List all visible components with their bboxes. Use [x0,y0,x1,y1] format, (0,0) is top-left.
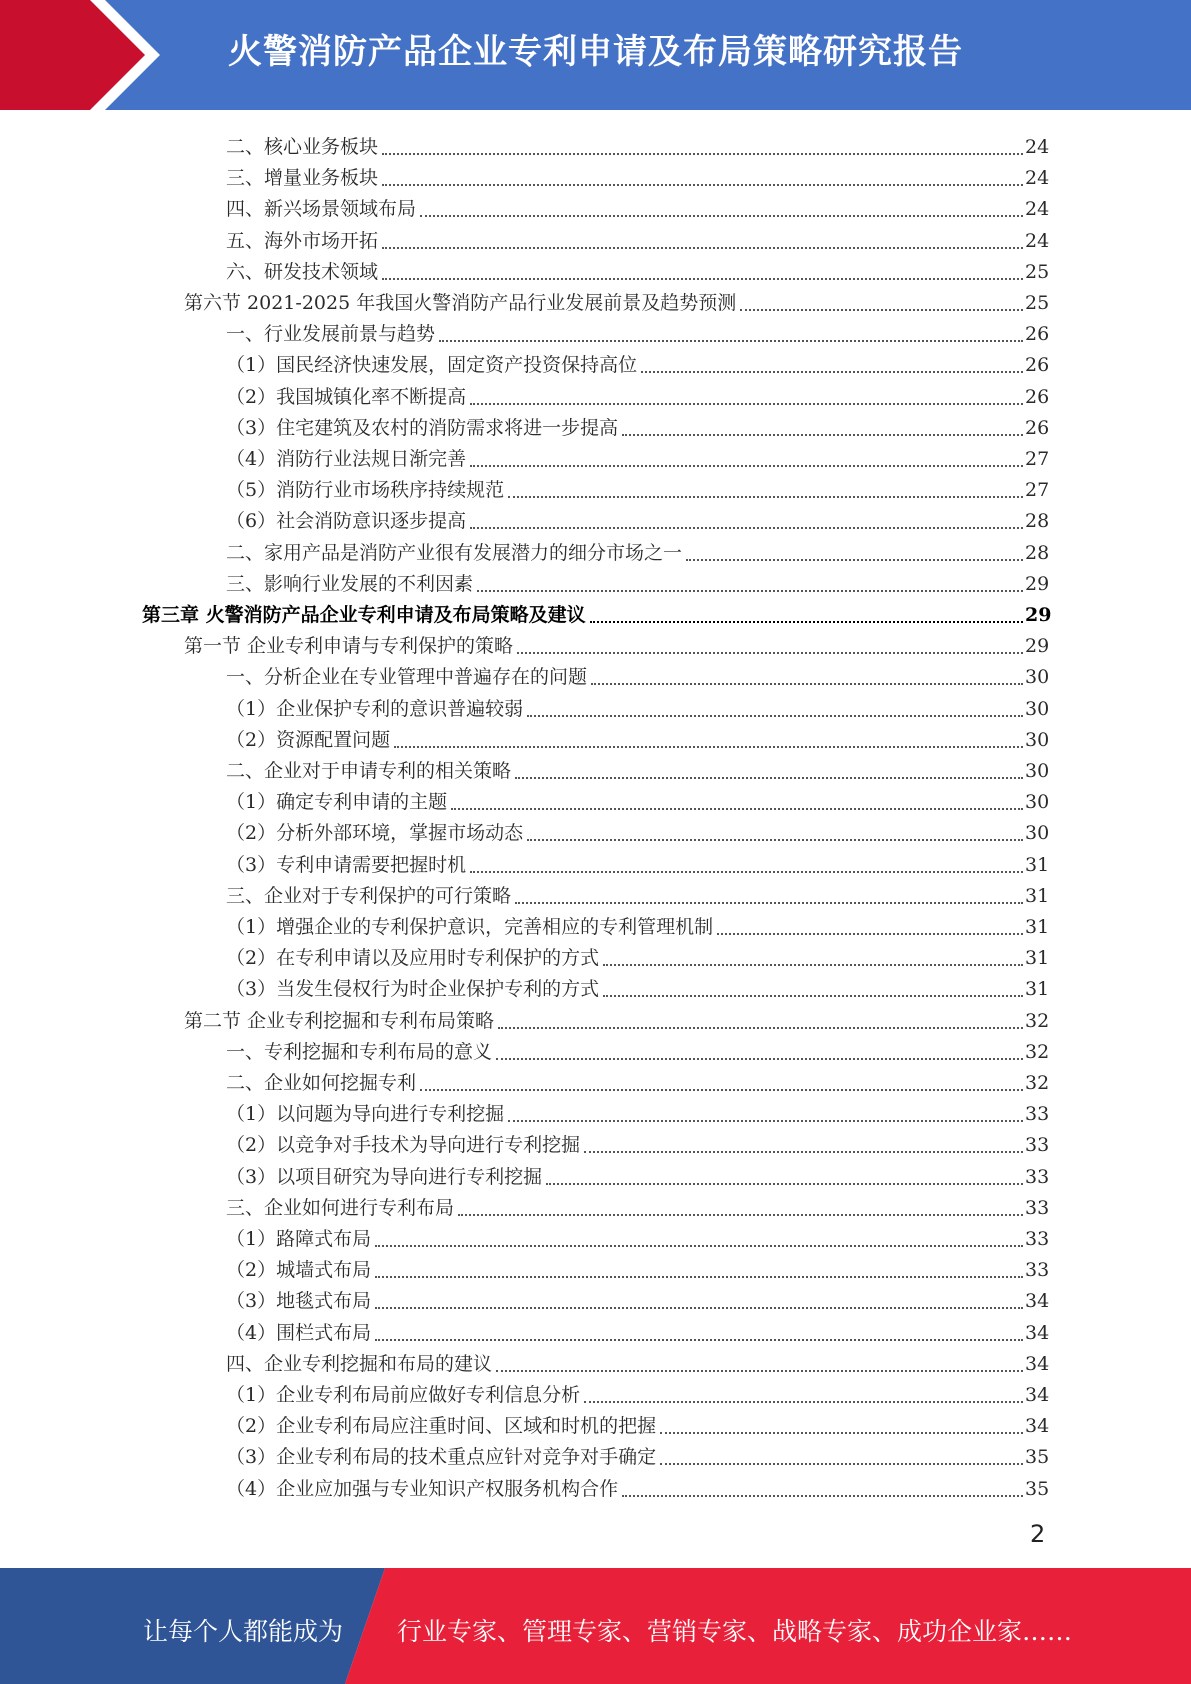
toc-subsection-entry[interactable] [226,658,1049,689]
toc-dot-leader [496,1057,1023,1060]
toc-dot-leader [508,495,1023,498]
toc-dot-leader [527,714,1023,717]
toc-entry-label: 二、核心业务板块 [226,136,379,158]
toc-dot-leader [382,246,1023,249]
toc-subsection-entry[interactable] [226,1126,1049,1157]
toc-subsection-entry[interactable] [226,1407,1049,1438]
toc-entry-page: 33 [1025,1228,1050,1250]
footer-band [0,1568,1191,1684]
toc-entry-page: 24 [1025,198,1050,221]
toc-entry-page: 34 [1025,1384,1050,1406]
toc-subsection-entry[interactable] [226,1376,1049,1407]
toc-subsection-entry[interactable] [226,877,1049,908]
toc-dot-leader [515,901,1023,904]
toc-subsection-entry[interactable] [226,846,1049,877]
toc-dot-leader [584,1400,1023,1403]
toc-entry-page: 29 [1025,572,1050,595]
toc-entry-label: （2）我国城镇化率不断提高 [226,385,467,408]
toc-entry-page: 29 [1025,635,1050,658]
toc-entry-label: （2）城墙式布局 [226,1259,372,1282]
toc-subsection-entry[interactable] [226,1220,1049,1251]
toc-entry-label: （1）以问题为导向进行专利挖掘 [226,1103,505,1126]
toc-entry-label: 四、新兴场景领域布局 [226,198,417,221]
toc-entry-label: 三、影响行业发展的不利因素 [226,572,474,595]
toc-dot-leader [590,620,1023,623]
toc-entry-label: （6）社会消防意识逐步提高 [226,510,467,533]
toc-entry-label: （2）资源配置问题 [226,728,391,751]
toc-dot-leader [603,963,1023,966]
toc-entry-page: 26 [1025,416,1050,439]
toc-entry-label: （2）以竞争对手技术为导向进行专利挖掘 [226,1134,581,1157]
toc-entry-label: 一、分析企业在专业管理中普遍存在的问题 [226,666,588,689]
toc-entry-label: （1）企业专利布局前应做好专利信息分析 [226,1384,581,1406]
toc-dot-leader [470,464,1023,467]
toc-entry-label: 二、家用产品是消防产业很有发展潜力的细分市场之一 [226,541,683,564]
toc-entry-label: 三、企业对于专利保护的可行策略 [226,884,512,907]
toc-subsection-entry[interactable] [226,534,1049,565]
toc-entry-page: 32 [1025,1009,1050,1032]
toc-entry-page: 33 [1025,1165,1050,1188]
toc-entry-page: 34 [1025,1321,1050,1344]
toc-entry-label: （4）消防行业法规日渐完善 [226,448,467,470]
toc-entry-label: 二、企业如何挖掘专利 [226,1072,417,1094]
toc-dot-leader [375,1275,1023,1278]
toc-subsection-entry[interactable] [226,908,1049,939]
toc-entry-page: 34 [1025,1415,1050,1438]
toc-entry-page: 24 [1025,136,1050,158]
toc-entry-page: 32 [1025,1040,1050,1063]
toc-dot-leader [515,776,1023,779]
toc-subsection-entry[interactable] [226,471,1049,502]
toc-subsection-entry[interactable] [226,346,1049,377]
toc-entry-label: 二、企业对于申请专利的相关策略 [226,760,512,782]
header-band [0,0,1191,110]
toc-dot-leader [498,1026,1023,1029]
toc-entry-label: （1）路障式布局 [226,1228,372,1250]
toc-dot-leader [382,183,1023,186]
toc-entry-page: 33 [1025,1196,1050,1219]
toc-dot-leader [740,308,1023,311]
toc-subsection-entry[interactable] [226,409,1049,440]
toc-entry-label: （3）当发生侵权行为时企业保护专利的方式 [226,978,600,1001]
toc-entry-label: （3）住宅建筑及农村的消防需求将进一步提高 [226,416,619,439]
toc-entry-page: 25 [1025,292,1050,314]
toc-entry-label: （2）企业专利布局应注重时间、区域和时机的把握 [226,1415,657,1438]
toc-entry-page: 25 [1025,260,1050,283]
toc-entry-page: 28 [1025,541,1050,564]
toc-dot-leader [603,994,1023,997]
toc-dot-leader [660,1431,1023,1434]
toc-entry-label: 第三章 火警消防产品企业专利申请及布局策略及建议 [142,604,586,626]
toc-entry-page: 30 [1025,822,1050,845]
toc-entry-page: 30 [1025,666,1050,689]
toc-subsection-entry[interactable] [226,159,1049,190]
toc-entry-page: 33 [1025,1103,1050,1126]
toc-entry-label: （4）围栏式布局 [226,1321,372,1344]
toc-entry-label: （4）企业应加强与专业知识产权服务机构合作 [226,1477,619,1500]
toc-dot-leader [508,1119,1023,1122]
toc-entry-page: 26 [1025,323,1050,346]
toc-section-entry[interactable] [184,627,1049,658]
report-title: 火警消防产品企业专利申请及布局策略研究报告 [228,32,963,72]
toc-entry-page: 30 [1025,697,1050,720]
toc-entry-page: 31 [1025,978,1050,1001]
toc-subsection-entry[interactable] [226,1033,1049,1064]
toc-dot-leader [477,589,1023,592]
footer-slogan-right: 行业专家、管理专家、营销专家、战略专家、成功企业家…… [397,1617,1073,1646]
toc-entry-label: （1）企业保护专利的意识普遍较弱 [226,697,524,720]
toc-dot-leader [382,152,1023,155]
toc-entry-page: 24 [1025,167,1050,190]
toc-dot-leader [717,932,1023,935]
toc-subsection-entry[interactable] [226,190,1049,221]
toc-dot-leader [527,838,1023,841]
toc-dot-leader [591,682,1023,685]
toc-entry-page: 30 [1025,760,1050,782]
toc-subsection-entry[interactable] [226,783,1049,814]
toc-dot-leader [686,558,1023,561]
toc-dot-leader [439,339,1023,342]
toc-entry-page: 33 [1025,1134,1050,1157]
toc-entry-page: 31 [1025,916,1050,938]
toc-entry-label: （1）增强企业的专利保护意识，完善相应的专利管理机制 [226,916,714,938]
toc-entry-label: 一、专利挖掘和专利布局的意义 [226,1040,493,1063]
toc-entry-page: 28 [1025,510,1050,533]
toc-subsection-entry[interactable] [226,1158,1049,1189]
toc-subsection-entry[interactable] [226,1470,1049,1501]
toc-entry-page: 27 [1025,479,1050,502]
toc-entry-page: 30 [1025,728,1050,751]
toc-subsection-entry[interactable] [226,752,1049,783]
toc-entry-page: 34 [1025,1352,1050,1375]
toc-entry-page: 31 [1025,853,1050,876]
toc-dot-leader [451,807,1023,810]
toc-section-entry[interactable] [184,284,1049,315]
toc-entry-label: 第二节 企业专利挖掘和专利布局策略 [184,1009,495,1032]
toc-dot-leader [584,1150,1023,1153]
toc-subsection-entry[interactable] [226,939,1049,970]
toc-entry-label: 三、增量业务板块 [226,167,379,190]
toc-dot-leader [660,1462,1023,1465]
toc-entry-page: 31 [1025,884,1050,907]
toc-entry-label: （3）以项目研究为导向进行专利挖掘 [226,1165,543,1188]
toc-entry-page: 30 [1025,791,1050,814]
toc-dot-leader [375,1338,1023,1341]
toc-entry-page: 35 [1025,1477,1050,1500]
toc-entry-page: 29 [1025,604,1052,626]
toc-entry-page: 24 [1025,229,1050,252]
toc-subsection-entry[interactable] [226,1064,1049,1095]
toc-entry-label: （1）确定专利申请的主题 [226,791,448,814]
toc-entry-label: 一、行业发展前景与趋势 [226,323,436,346]
toc-entry-label: （3）专利申请需要把握时机 [226,853,467,876]
toc-subsection-entry[interactable] [226,253,1049,284]
toc-entry-page: 35 [1025,1446,1050,1469]
toc-dot-leader [517,651,1023,654]
toc-entry-label: 六、研发技术领域 [226,260,379,283]
toc-dot-leader [641,370,1023,373]
toc-entry-label: 四、企业专利挖掘和布局的建议 [226,1352,493,1375]
toc-dot-leader [546,1182,1023,1185]
page-number: 2 [1030,1520,1046,1548]
toc-entry-label: （3）地毯式布局 [226,1290,372,1313]
toc-subsection-entry[interactable] [226,440,1049,471]
toc-dot-leader [375,1306,1023,1309]
toc-dot-leader [420,1088,1023,1091]
toc-entry-label: （5）消防行业市场秩序持续规范 [226,479,505,502]
toc-entry-page: 33 [1025,1259,1050,1282]
toc-subsection-entry[interactable] [226,970,1049,1001]
toc-subsection-entry[interactable] [226,1282,1049,1313]
toc-dot-leader [622,433,1023,436]
toc-subsection-entry[interactable] [226,1189,1049,1220]
toc-dot-leader [420,214,1023,217]
toc-subsection-entry[interactable] [226,378,1049,409]
toc-subsection-entry[interactable] [226,315,1049,346]
toc-subsection-entry[interactable] [226,502,1049,533]
toc-entry-label: 第一节 企业专利申请与专利保护的策略 [184,635,514,658]
toc-chapter-entry[interactable] [142,596,1052,627]
toc-subsection-entry[interactable] [226,814,1049,845]
toc-entry-page: 31 [1025,947,1050,970]
toc-entry-label: （2）在专利申请以及应用时专利保护的方式 [226,947,600,970]
toc-section-entry[interactable] [184,1002,1049,1033]
toc-entry-page: 26 [1025,354,1050,377]
toc-subsection-entry[interactable] [226,1314,1049,1345]
toc-subsection-entry[interactable] [226,690,1049,721]
toc-entry-label: （1）国民经济快速发展，固定资产投资保持高位 [226,354,638,377]
toc-entry-page: 34 [1025,1290,1050,1313]
toc-dot-leader [375,1244,1023,1247]
toc-entry-page: 26 [1025,385,1050,408]
toc-entry-page: 32 [1025,1072,1050,1094]
toc-dot-leader [470,526,1023,529]
toc-dot-leader [382,277,1023,280]
toc-subsection-entry[interactable] [226,1345,1049,1376]
toc-entry-label: （2）分析外部环境，掌握市场动态 [226,822,524,845]
toc-dot-leader [458,1213,1023,1216]
toc-subsection-entry[interactable] [226,721,1049,752]
toc-dot-leader [394,745,1023,748]
toc-entry-label: （3）企业专利布局的技术重点应针对竞争对手确定 [226,1446,657,1469]
toc-subsection-entry[interactable] [226,128,1049,159]
toc-entry-label: 三、企业如何进行专利布局 [226,1196,455,1219]
toc-subsection-entry[interactable] [226,1251,1049,1282]
toc-subsection-entry[interactable] [226,1438,1049,1469]
toc-subsection-entry[interactable] [226,565,1049,596]
toc-dot-leader [496,1369,1023,1372]
toc-entry-label: 第六节 2021-2025 年我国火警消防产品行业发展前景及趋势预测 [184,292,737,314]
toc-dot-leader [470,402,1023,405]
toc-dot-leader [622,1494,1023,1497]
toc-subsection-entry[interactable] [226,222,1049,253]
footer-slogan-left: 让每个人都能成为 [143,1617,344,1646]
toc-subsection-entry[interactable] [226,1095,1049,1126]
toc-dot-leader [470,870,1023,873]
toc-entry-label: 五、海外市场开拓 [226,229,379,252]
toc-entry-page: 27 [1025,448,1050,470]
